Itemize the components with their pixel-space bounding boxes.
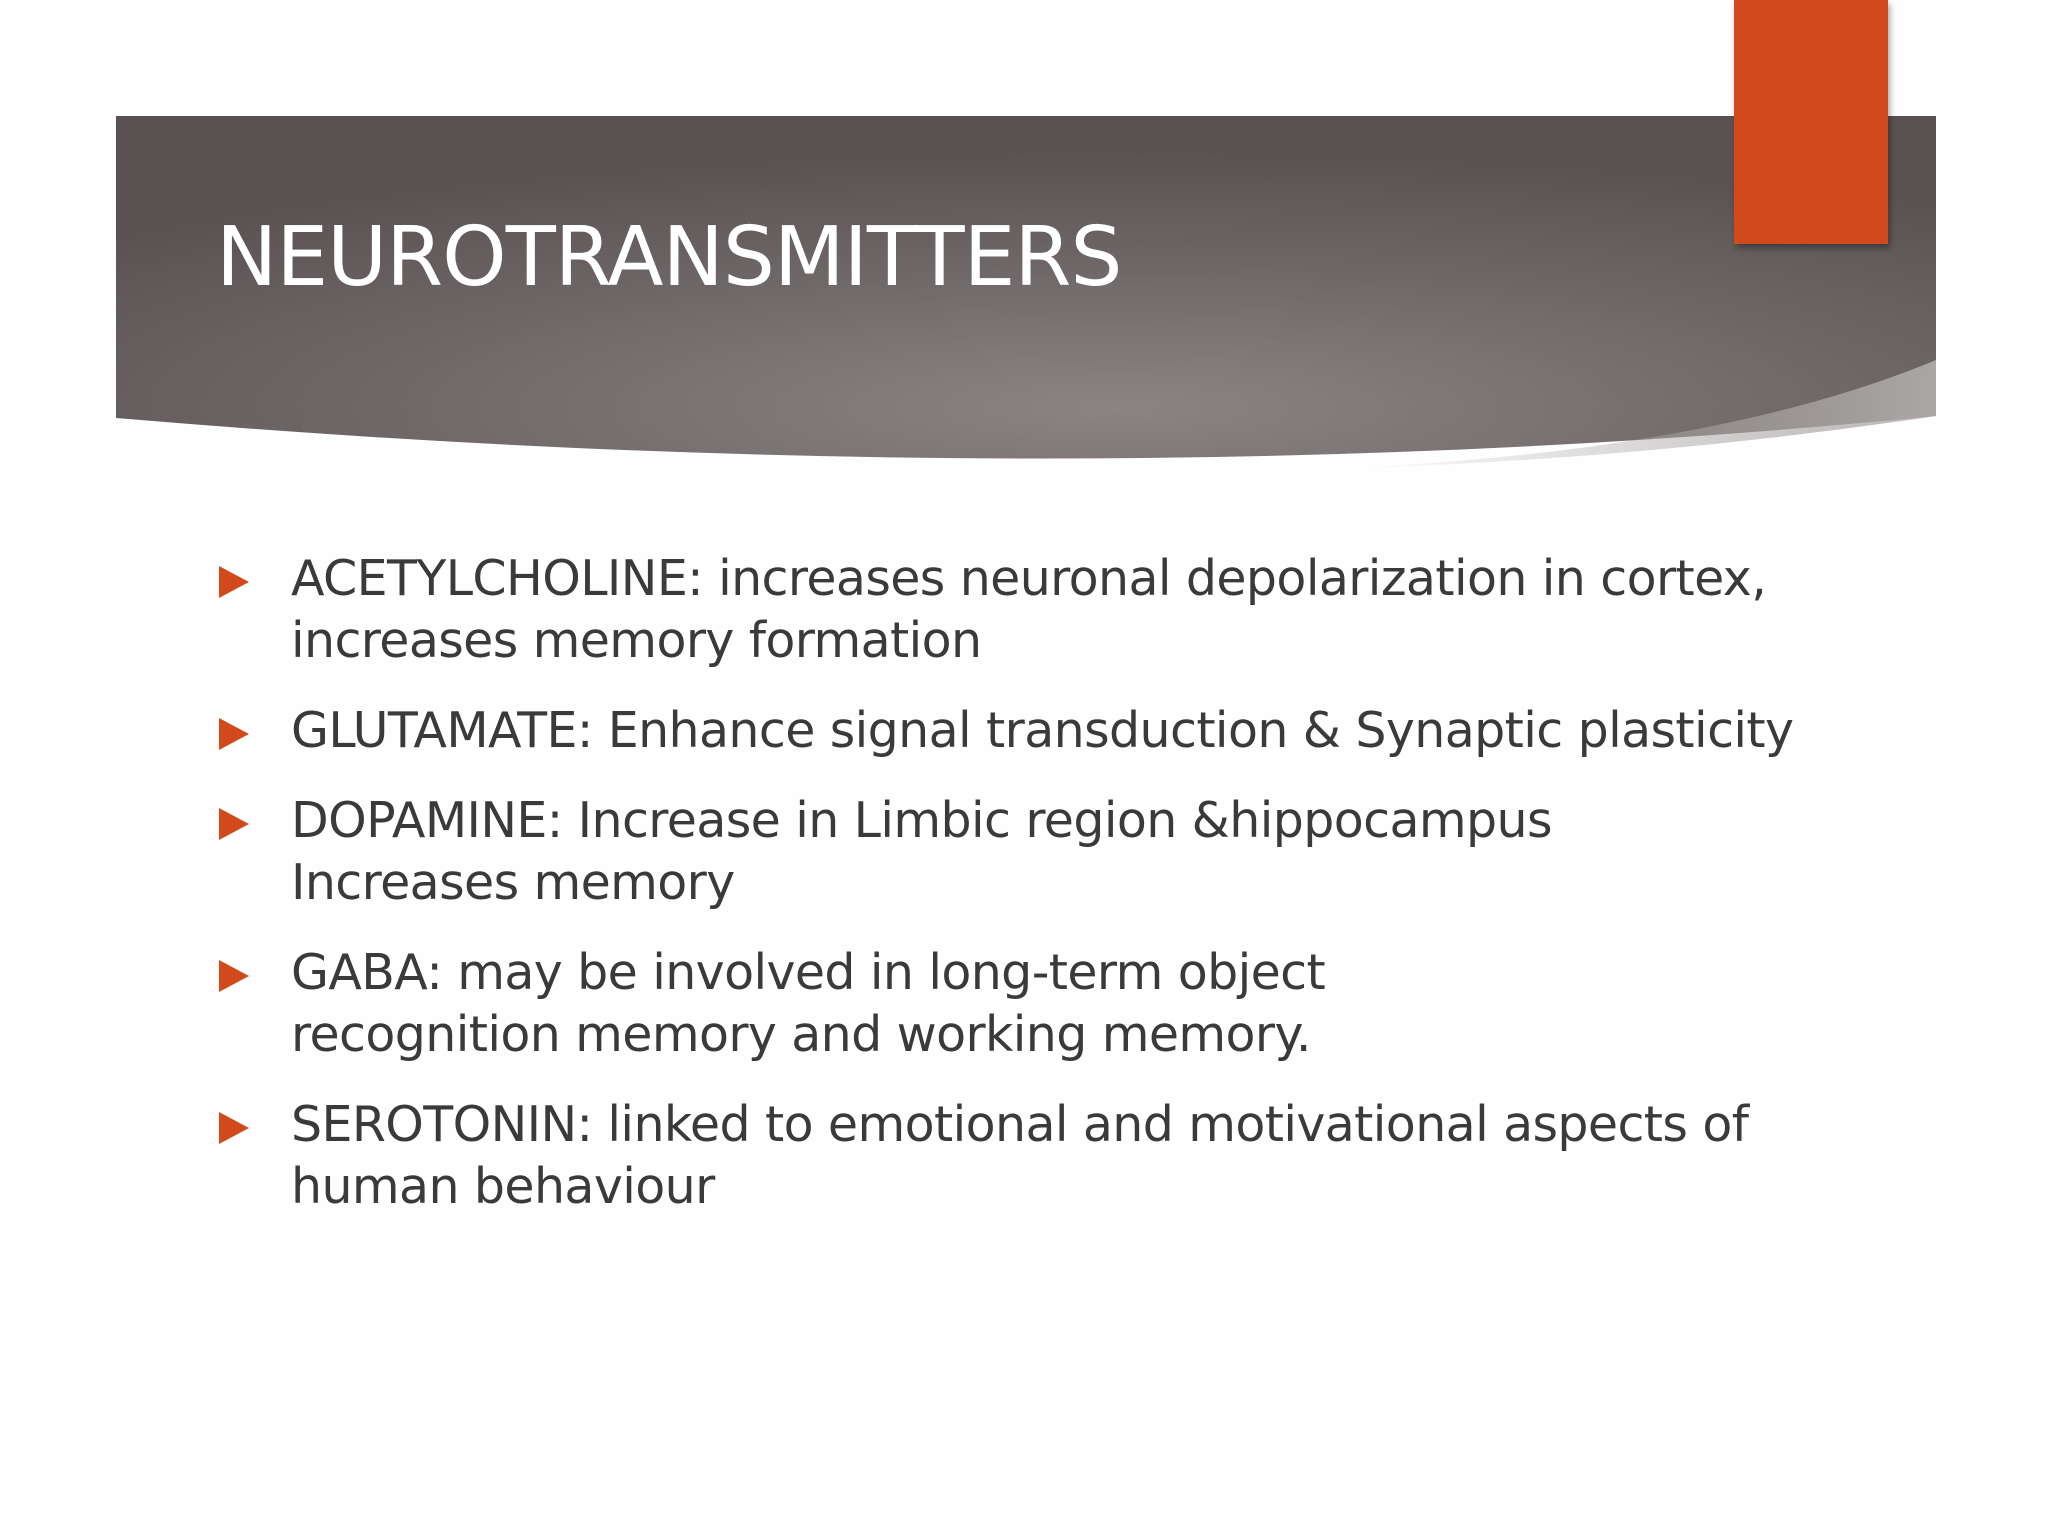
bullet-text: ACETYLCHOLINE: increases neuronal depolarization in cortex, increases memory formation <box>291 550 1767 669</box>
bullet-item-dopamine <box>216 790 1896 914</box>
bullet-item-serotonin <box>216 1094 1896 1218</box>
bullet-text: GABA: may be involved in long-term object recognition memory and working memory. <box>291 944 1326 1063</box>
bullet-item-glutamate <box>216 700 1896 762</box>
bullet-item-gaba <box>216 942 1896 1066</box>
triangle-bullet-icon <box>219 960 249 992</box>
accent-tab <box>1734 0 1888 244</box>
slide-title: NEUROTRANSMITTERS <box>216 210 1122 305</box>
triangle-bullet-icon <box>219 718 249 750</box>
triangle-bullet-icon <box>219 1112 249 1144</box>
bullet-list <box>216 548 1896 1246</box>
bullet-item-acetylcholine <box>216 548 1896 672</box>
triangle-bullet-icon <box>219 566 249 598</box>
triangle-bullet-icon <box>219 808 249 840</box>
bullet-text: GLUTAMATE: Enhance signal transduction & Synaptic plasticity <box>291 702 1794 759</box>
bullet-text: SEROTONIN: linked to emotional and motivational aspects of human behaviour <box>291 1096 1749 1215</box>
bullet-text: DOPAMINE: Increase in Limbic region &hippocampus Increases memory <box>291 792 1552 911</box>
